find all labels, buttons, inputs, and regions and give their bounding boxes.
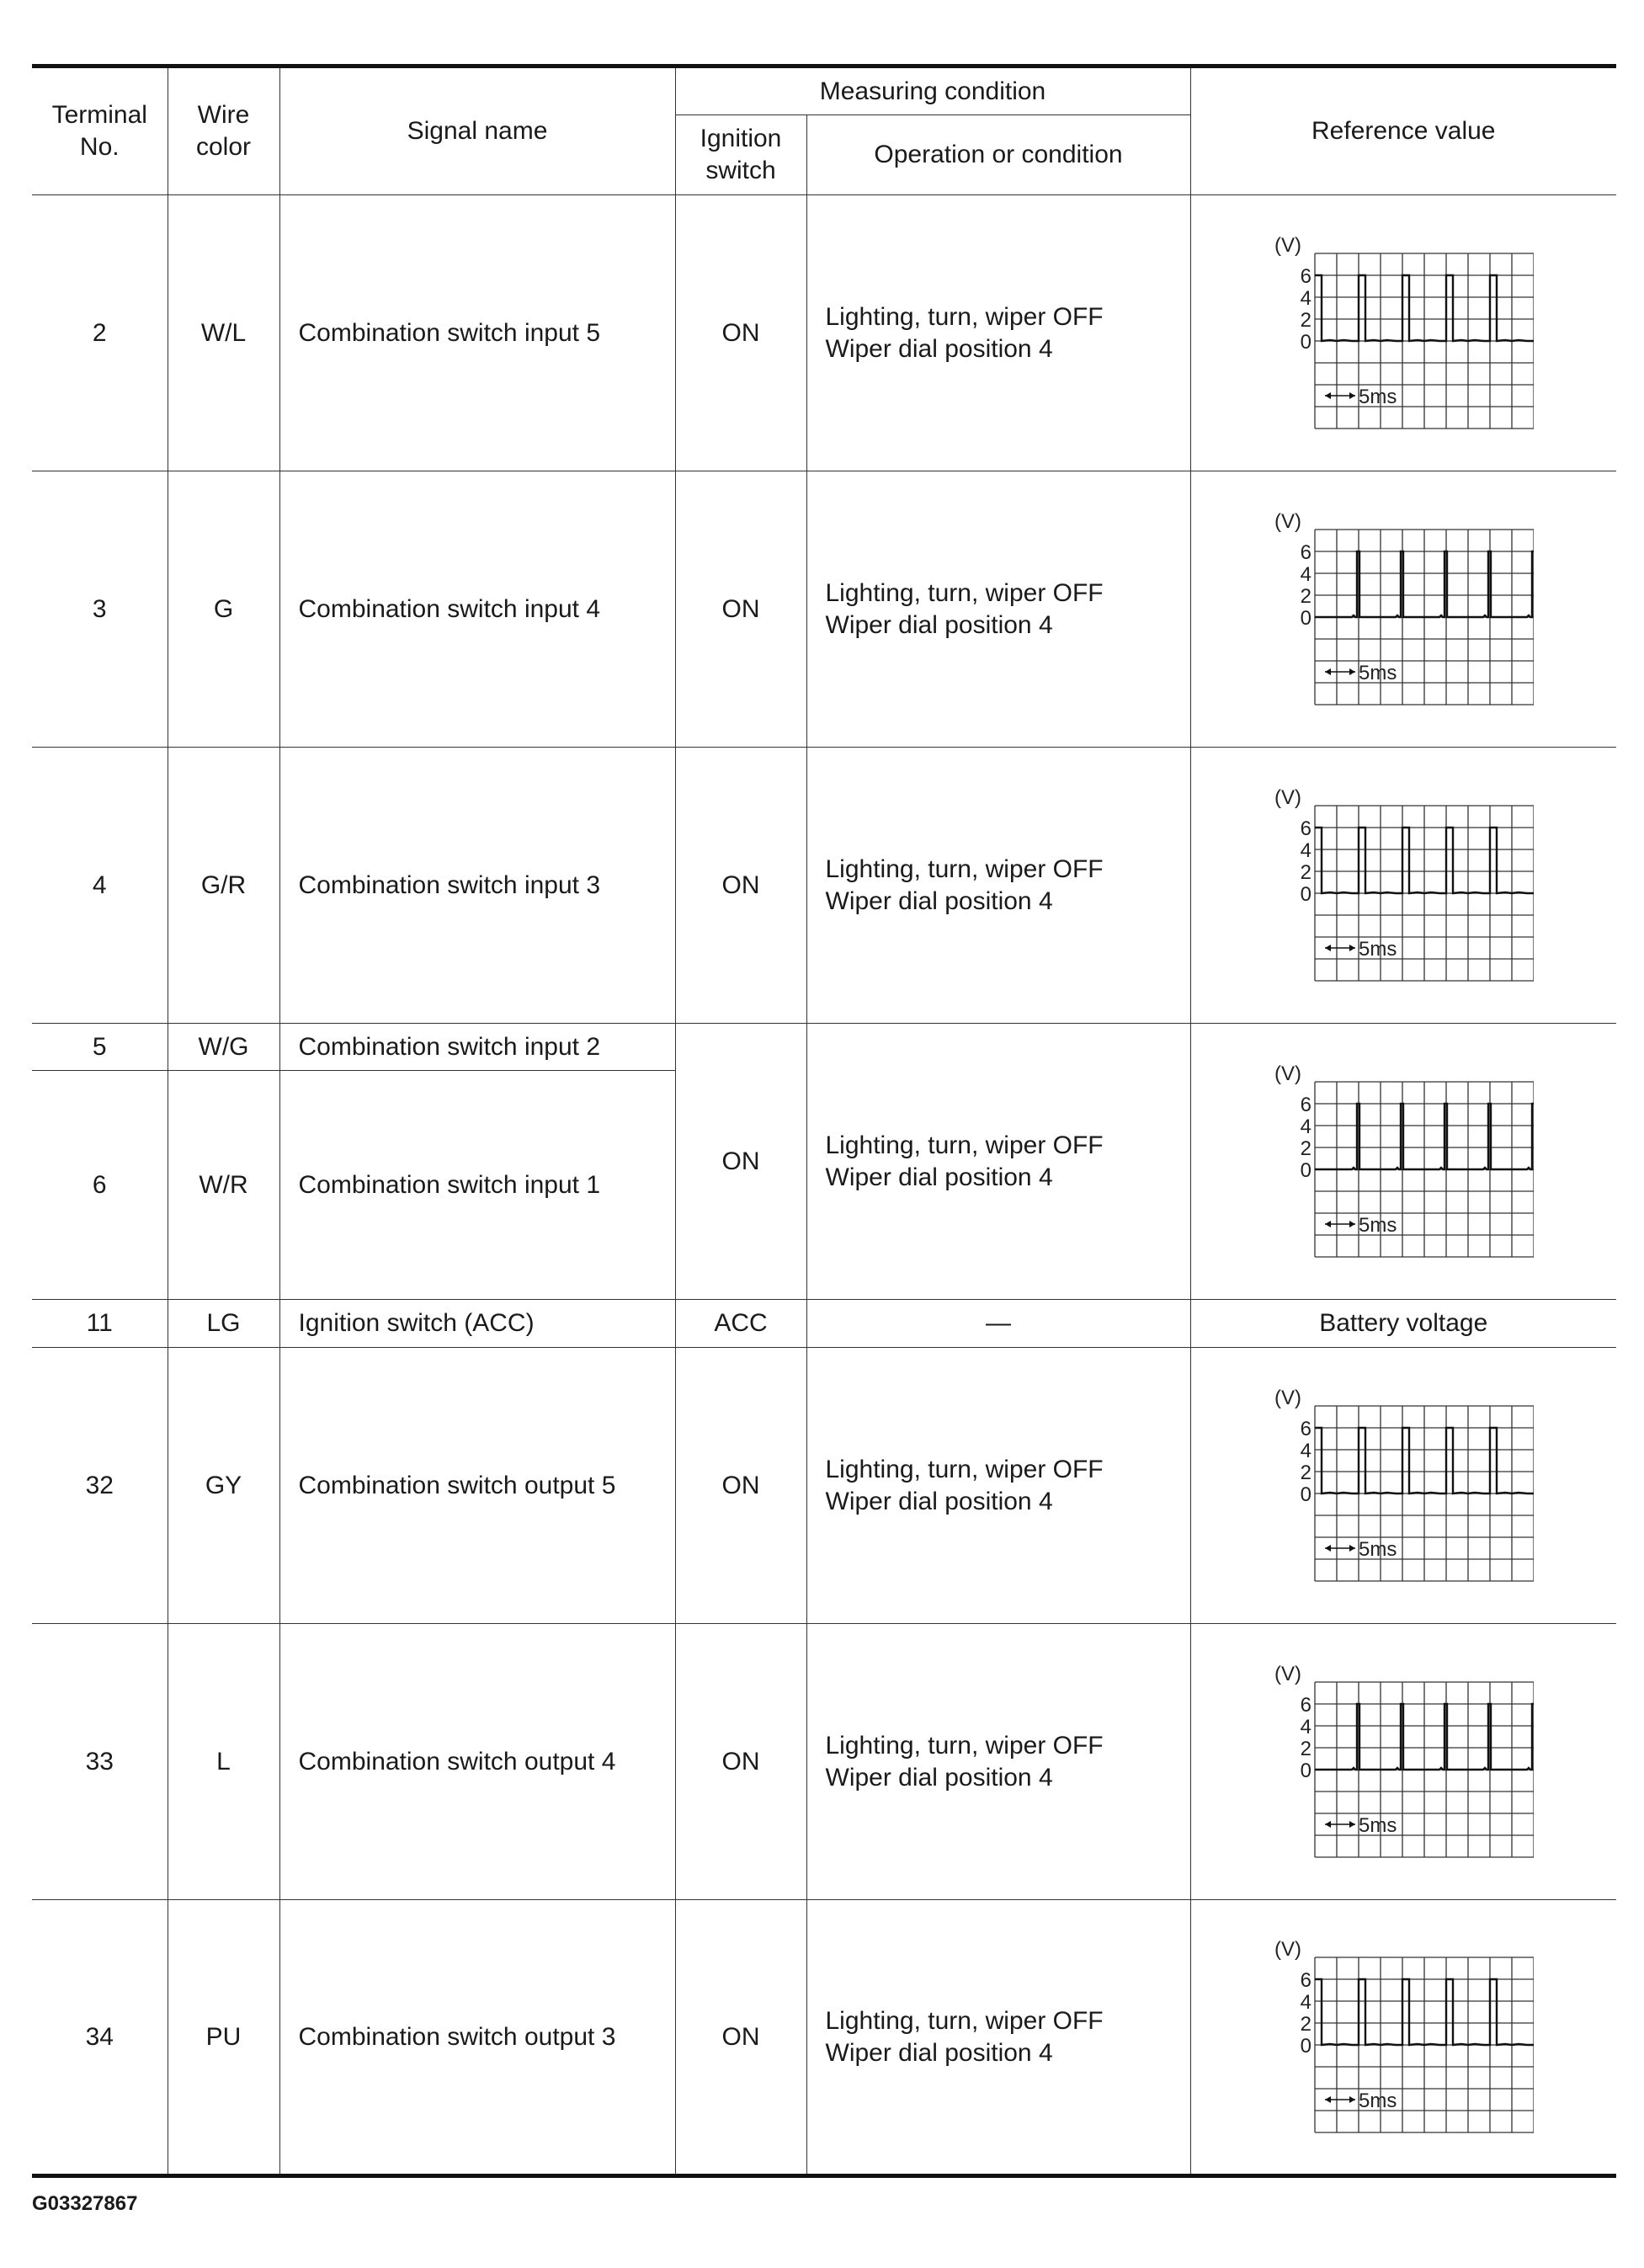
terminal-cell: 5	[32, 1024, 168, 1071]
signal-name-cell: Combination switch input 5	[279, 195, 675, 471]
operation-line-1: Lighting, turn, wiper OFF	[825, 1731, 1104, 1760]
signal-name-cell: Ignition switch (ACC)	[279, 1300, 675, 1348]
table-row	[32, 195, 1616, 471]
wire-color-cell: G/R	[168, 748, 279, 1024]
time-scale-label: 5ms	[1359, 1213, 1397, 1237]
operation-line-1: Lighting, turn, wiper OFF	[825, 1455, 1104, 1483]
y-tick-label: 0	[1300, 606, 1312, 630]
table-row	[32, 748, 1616, 1024]
time-scale-label: 5ms	[1359, 1813, 1397, 1837]
waveform-graph	[1273, 1065, 1534, 1259]
terminal-cell: 34	[32, 1900, 168, 2176]
signal-name-cell: Combination switch output 5	[279, 1348, 675, 1624]
y-tick-label: 2	[1300, 2012, 1312, 2036]
ignition-cell: ON	[675, 1900, 806, 2176]
header-reference-value: Reference value	[1190, 67, 1616, 195]
table-row	[32, 1624, 1616, 1900]
operation-line-2: Wiper dial position 4	[825, 1763, 1053, 1792]
operation-line-1: Lighting, turn, wiper OFF	[825, 854, 1104, 883]
operation-line-1: Lighting, turn, wiper OFF	[825, 1131, 1104, 1159]
terminal-cell: 6	[32, 1071, 168, 1300]
operation-cell	[806, 195, 1190, 471]
table-row	[32, 1348, 1616, 1624]
unit-label: (V)	[1274, 788, 1302, 809]
operation-line-2: Wiper dial position 4	[825, 886, 1053, 915]
y-tick-label: 0	[1300, 1158, 1312, 1182]
header-terminal-no: Terminal No.	[32, 67, 168, 195]
signal-name-cell: Combination switch output 4	[279, 1624, 675, 1900]
table-row	[32, 1300, 1616, 1348]
table-row	[32, 471, 1616, 748]
signal-name-cell: Combination switch output 3	[279, 1900, 675, 2176]
time-scale-arrow	[1325, 1821, 1355, 1828]
time-scale-label: 5ms	[1359, 2089, 1397, 2112]
signal-name-cell: Combination switch input 3	[279, 748, 675, 1024]
y-tick-label: 6	[1300, 1693, 1312, 1717]
operation-line-2: Wiper dial position 4	[825, 2038, 1053, 2067]
y-tick-label: 4	[1300, 286, 1312, 310]
time-scale-label: 5ms	[1359, 661, 1397, 684]
y-tick-label: 0	[1300, 1483, 1312, 1506]
table-row	[32, 1900, 1616, 2176]
reference-cell	[1190, 471, 1616, 748]
terminal-cell: 4	[32, 748, 168, 1024]
waveform-graph	[1273, 513, 1534, 706]
ignition-cell: ON	[675, 1024, 806, 1300]
signal-name-cell: Combination switch input 4	[279, 471, 675, 748]
operation-cell	[806, 1624, 1190, 1900]
y-tick-label: 6	[1300, 540, 1312, 564]
y-tick-label: 0	[1300, 882, 1312, 906]
wire-color-cell: W/G	[168, 1024, 279, 1071]
wire-color-cell: W/L	[168, 195, 279, 471]
header-ignition-switch: Ignition switch	[675, 115, 806, 195]
ignition-cell: ON	[675, 1624, 806, 1900]
time-scale-label: 5ms	[1359, 1537, 1397, 1561]
wire-color-cell: W/R	[168, 1071, 279, 1300]
operation-line-2: Wiper dial position 4	[825, 1487, 1053, 1515]
time-scale-arrow	[1325, 2096, 1355, 2103]
y-tick-label: 6	[1300, 264, 1312, 288]
operation-cell	[806, 1900, 1190, 2176]
operation-cell: —	[806, 1300, 1190, 1348]
time-scale-arrow	[1325, 668, 1355, 675]
unit-label: (V)	[1274, 1664, 1302, 1685]
reference-cell	[1190, 1900, 1616, 2176]
unit-label: (V)	[1274, 236, 1302, 257]
y-tick-label: 6	[1300, 817, 1312, 840]
y-tick-label: 6	[1300, 1968, 1312, 1992]
waveform-graph	[1273, 237, 1534, 430]
waveform-graph	[1273, 789, 1534, 982]
reference-cell	[1190, 195, 1616, 471]
y-tick-label: 0	[1300, 1759, 1312, 1782]
operation-line-2: Wiper dial position 4	[825, 610, 1053, 639]
reference-cell: Battery voltage	[1190, 1300, 1616, 1348]
operation-cell	[806, 1024, 1190, 1300]
operation-cell	[806, 748, 1190, 1024]
time-scale-arrow	[1325, 1545, 1355, 1552]
terminal-cell: 3	[32, 471, 168, 748]
y-tick-label: 2	[1300, 1461, 1312, 1484]
waveform-graph	[1273, 1665, 1534, 1859]
y-tick-label: 6	[1300, 1417, 1312, 1440]
terminal-cell: 33	[32, 1624, 168, 1900]
y-tick-label: 0	[1300, 2034, 1312, 2058]
unit-label: (V)	[1274, 1940, 1302, 1961]
ignition-cell: ON	[675, 471, 806, 748]
y-tick-label: 0	[1300, 330, 1312, 354]
y-tick-label: 4	[1300, 1115, 1312, 1138]
time-scale-arrow	[1325, 945, 1355, 951]
wire-color-cell: GY	[168, 1348, 279, 1624]
ignition-cell: ON	[675, 748, 806, 1024]
terminal-cell: 32	[32, 1348, 168, 1624]
wire-color-cell: G	[168, 471, 279, 748]
ignition-cell: ON	[675, 195, 806, 471]
signal-name-cell: Combination switch input 2	[279, 1024, 675, 1071]
header-signal-name: Signal name	[279, 67, 675, 195]
y-tick-label: 4	[1300, 1990, 1312, 2014]
y-tick-label: 4	[1300, 1439, 1312, 1462]
reference-cell	[1190, 1348, 1616, 1624]
operation-line-1: Lighting, turn, wiper OFF	[825, 2006, 1104, 2035]
operation-line-1: Lighting, turn, wiper OFF	[825, 302, 1104, 331]
ignition-cell: ACC	[675, 1300, 806, 1348]
table-row	[32, 1024, 1616, 1071]
y-tick-label: 2	[1300, 860, 1312, 884]
time-scale-label: 5ms	[1359, 385, 1397, 408]
reference-cell	[1190, 1624, 1616, 1900]
y-tick-label: 2	[1300, 584, 1312, 608]
reference-cell	[1190, 1024, 1616, 1300]
header-measuring-condition: Measuring condition	[675, 67, 1190, 115]
unit-label: (V)	[1274, 512, 1302, 533]
terminal-cell: 11	[32, 1300, 168, 1348]
unit-label: (V)	[1274, 1064, 1302, 1085]
y-tick-label: 4	[1300, 839, 1312, 862]
y-tick-label: 4	[1300, 1715, 1312, 1738]
header-wire-color: Wire color	[168, 67, 279, 195]
operation-cell	[806, 471, 1190, 748]
wire-color-cell: PU	[168, 1900, 279, 2176]
wire-color-cell: L	[168, 1624, 279, 1900]
y-tick-label: 2	[1300, 1137, 1312, 1160]
wire-color-cell: LG	[168, 1300, 279, 1348]
operation-line-1: Lighting, turn, wiper OFF	[825, 578, 1104, 607]
header-operation: Operation or condition	[806, 115, 1190, 195]
operation-cell	[806, 1348, 1190, 1624]
figure-code: G03327867	[32, 2192, 138, 2215]
y-tick-label: 2	[1300, 308, 1312, 332]
operation-line-2: Wiper dial position 4	[825, 1163, 1053, 1191]
time-scale-arrow	[1325, 1221, 1355, 1227]
terminal-reference-table	[32, 64, 1616, 2178]
time-scale-arrow	[1325, 392, 1355, 399]
operation-line-2: Wiper dial position 4	[825, 334, 1053, 363]
waveform-graph	[1273, 1389, 1534, 1583]
terminal-cell: 2	[32, 195, 168, 471]
waveform-graph	[1273, 1941, 1534, 2134]
y-tick-label: 4	[1300, 562, 1312, 586]
signal-name-cell: Combination switch input 1	[279, 1071, 675, 1300]
y-tick-label: 6	[1300, 1093, 1312, 1116]
time-scale-label: 5ms	[1359, 937, 1397, 961]
y-tick-label: 2	[1300, 1737, 1312, 1760]
reference-cell	[1190, 748, 1616, 1024]
ignition-cell: ON	[675, 1348, 806, 1624]
unit-label: (V)	[1274, 1388, 1302, 1409]
